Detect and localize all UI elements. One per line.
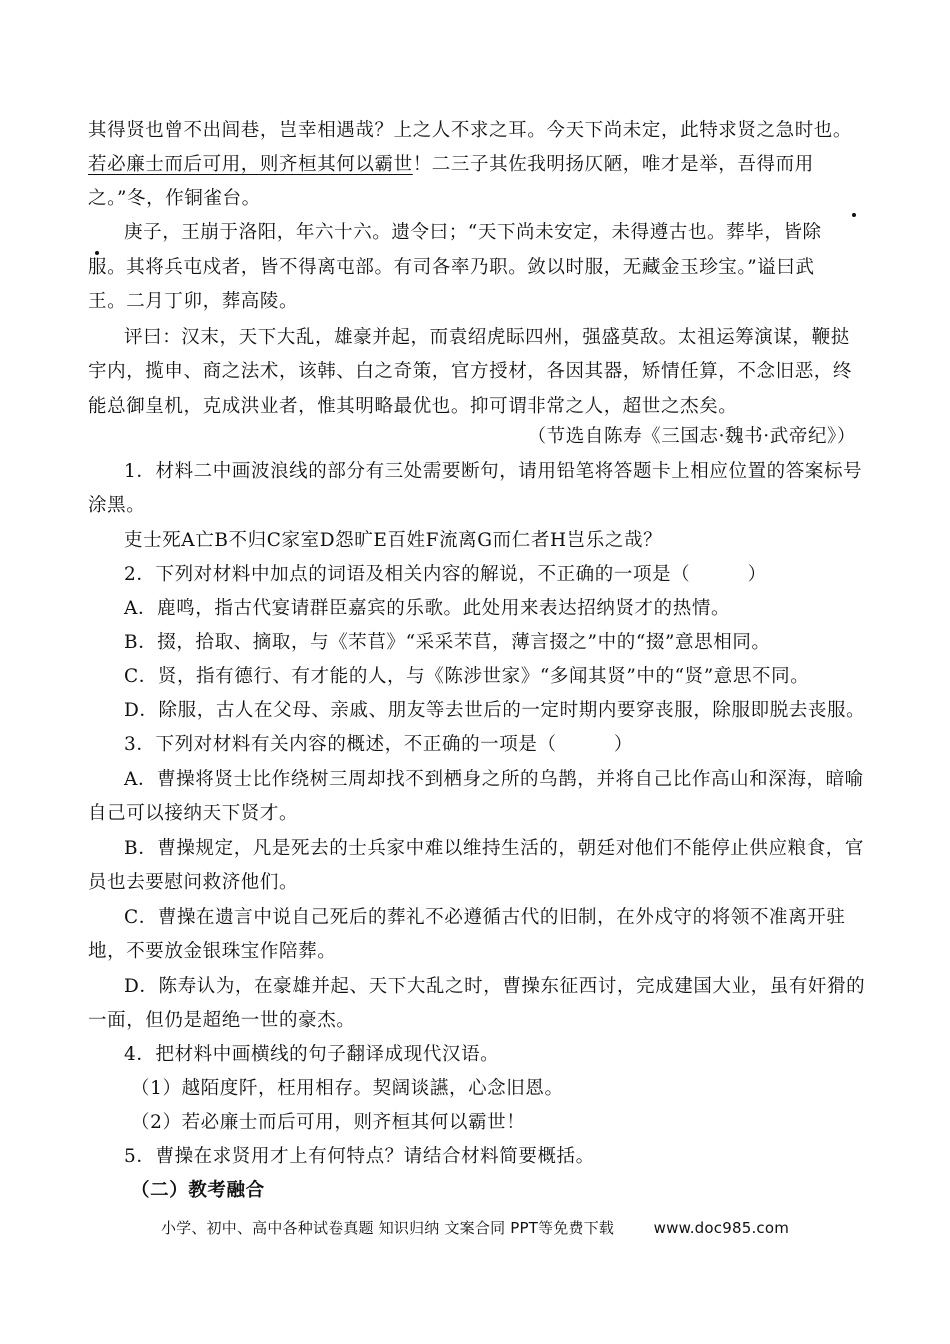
page-footer <box>0 1217 950 1238</box>
question-2-option-b: B．掇，拾取、摘取，与《芣苢》“采采芣苢，薄言掇之”中的“掇”意思相同。 <box>124 632 771 653</box>
text-line: 王。二月丁卯，葬高陵。 <box>88 291 299 312</box>
question-3-option-a-continued: 自己可以接纳天下贤才。 <box>88 803 299 824</box>
emphasis-dot <box>95 251 99 255</box>
question-3-option-b-continued: 员也去要慰问救济他们。 <box>88 872 299 893</box>
text-line: 其得贤也曾不出闾巷，岂幸相遇哉？上之人不求之耳。今天下尚未定，此特求贤之急时也。 <box>88 120 853 141</box>
question-3-option-c-continued: 地，不要放金银珠宝作陪葬。 <box>88 941 337 962</box>
question-2: 2．下列对材料中加点的词语及相关内容的解说，不正确的一项是（ ） <box>124 564 767 585</box>
question-1: 1．材料二中画波浪线的部分有三处需要断句，请用铅笔将答题卡上相应位置的答案标号 <box>124 461 863 482</box>
footer-link[interactable]: www.doc985.com <box>653 1219 790 1237</box>
question-5: 5．曹操在求贤用才上有何特点？请结合材料简要概括。 <box>124 1146 595 1167</box>
text-line: 宇内，揽申、商之法术，该韩、白之奇策，官方授材，各因其器，矫情任算，不念旧恶，终 <box>88 361 853 382</box>
text-line: 之。”冬，作铜雀台。 <box>88 188 261 209</box>
question-3: 3．下列对材料有关内容的概述，不正确的一项是（ ） <box>124 734 633 755</box>
emphasis-dot <box>852 213 856 217</box>
text-paragraph-line: 评曰：汉末，天下大乱，雄豪并起，而袁绍虎眎四州，强盛莫敌。太祖运筹演谋，鞭挞 <box>124 327 850 348</box>
question-2-option-c: C．贤，指有德行、有才能的人，与《陈涉世家》“多闻其贤”中的“贤”意思不同。 <box>124 666 810 687</box>
text-line-underlined-sentence <box>88 153 864 177</box>
section-heading: （二）教考融合 <box>131 1180 265 1201</box>
text-line: 服。其将兵屯戍者，皆不得离屯部。有司各率乃职。敛以时服，无藏金玉珍宝。”谥曰武 <box>88 257 815 278</box>
question-3-option-d-continued: 一面，但仍是超绝一世的豪杰。 <box>88 1010 356 1031</box>
question-3-option-d: D．陈寿认为，在豪雄并起、天下大乱之时，曹操东征西讨，完成建国大业，虽有奸猾的 <box>124 976 866 997</box>
question-4-item-1: （1）越陌度阡，枉用相存。契阔谈讌，心念旧恩。 <box>131 1078 564 1099</box>
text-paragraph-line: 庚子，王崩于洛阳，年六十六。遗令曰；“天下尚未安定，未得遵古也。葬毕，皆除 <box>124 222 822 243</box>
question-2-option-d: D．除服，古人在父母、亲戚、朋友等去世后的一定时期内要穿丧服，除服即脱去丧服。 <box>124 700 866 721</box>
question-4-item-2: （2）若必廉士而后可用，则齐桓其何以霸世！ <box>131 1112 526 1133</box>
question-4: 4．把材料中画横线的句子翻译成现代汉语。 <box>124 1044 500 1065</box>
source-citation: （节选自陈寿《三国志·魏书·武帝纪》） <box>527 426 856 447</box>
question-3-option-c: C．曹操在遗言中说自己死后的葬礼不必遵循古代的旧制，在外戍守的将领不准离开驻 <box>124 907 846 928</box>
question-1-continued: 涂黑。 <box>88 495 146 516</box>
question-3-option-b: B．曹操规定，凡是死去的士兵家中难以维持生活的，朝廷对他们不能停止供应粮食，官 <box>124 838 864 859</box>
question-1-passage: 吏士死A亡B不归C家室D怨旷E百姓F流离G而仁者H岂乐之哉？ <box>124 530 663 551</box>
footer-text: 小学、初中、高中各种试卷真题 知识归纳 文案合同 PPT等免费下载 <box>160 1219 615 1237</box>
question-2-option-a: A．鹿鸣，指古代宴请群臣嘉宾的乐歌。此处用来表达招纳贤才的热情。 <box>124 598 731 619</box>
text-line: 能总御皇机，克成洪业者，惟其明略最优也。抑可谓非常之人，超世之杰矣。 <box>88 396 738 417</box>
question-3-option-a: A．曹操将贤士比作绕树三周却找不到栖身之所的乌鹊，并将自己比作高山和深海，暗喻 <box>124 769 864 790</box>
text-line-continuation: ！二三子其佐我明扬仄陋，唯才是举，吾得而用 <box>412 154 814 175</box>
underlined-sentence: 若必廉士而后可用，则齐桓其何以霸世 <box>88 154 413 175</box>
